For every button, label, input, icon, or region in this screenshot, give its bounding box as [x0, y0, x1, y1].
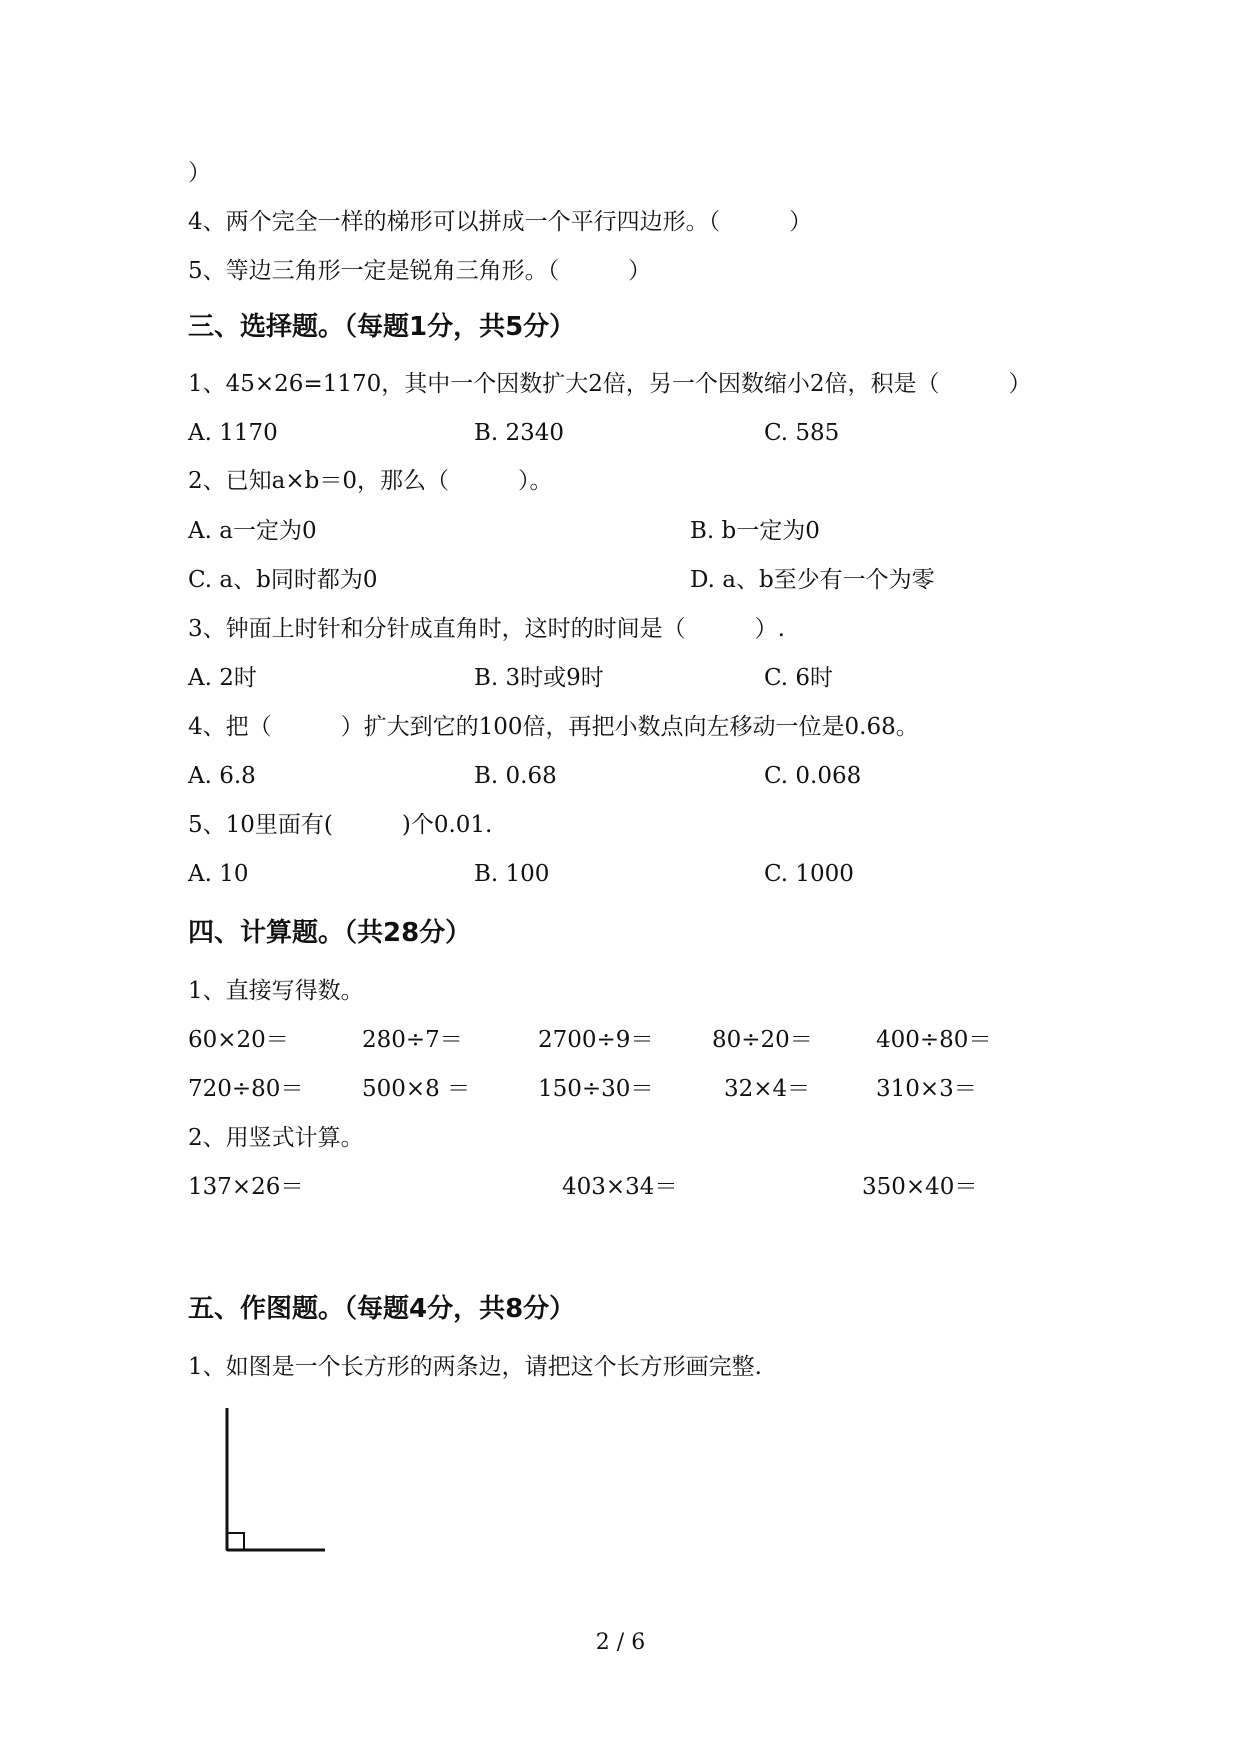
- calc-item: 80÷20＝: [712, 1027, 813, 1053]
- vertical-calc-item: 403×34＝: [562, 1174, 678, 1200]
- choice-1-option-a: A. 1170: [188, 420, 278, 446]
- calc-item: 310×3＝: [876, 1076, 977, 1102]
- choice-question-3: 3、钟面上时针和分针成直角时，这时的时间是（ ）.: [188, 616, 785, 642]
- section5-heading: 五、作图题。（每题4分，共8分）: [188, 1294, 576, 1324]
- rectangle-two-sides-figure: [220, 1400, 340, 1560]
- calc-q2-title: 2、用竖式计算。: [188, 1125, 364, 1151]
- calc-item: 2700÷9＝: [538, 1027, 654, 1053]
- calc-item: 280÷7＝: [362, 1027, 463, 1053]
- choice-2-option-c: C. a、b同时都为0: [188, 567, 378, 593]
- judge-item-5: 5、等边三角形一定是锐角三角形。（ ）: [188, 258, 652, 284]
- section4-heading: 四、计算题。（共28分）: [188, 918, 472, 948]
- calc-item: 720÷80＝: [188, 1076, 304, 1102]
- calc-q1-title: 1、直接写得数。: [188, 978, 364, 1004]
- vertical-calc-item: 137×26＝: [188, 1174, 304, 1200]
- choice-1-option-b: B. 2340: [474, 420, 565, 446]
- choice-question-5: 5、10里面有( )个0.01.: [188, 812, 493, 838]
- choice-4-option-b: B. 0.68: [474, 763, 557, 789]
- choice-question-1: 1、45×26=1170，其中一个因数扩大2倍，另一个因数缩小2倍，积是（ ）: [188, 371, 1032, 397]
- choice-question-2: 2、已知a×b＝0，那么（ ）。: [188, 468, 553, 494]
- vertical-calc-item: 350×40＝: [862, 1174, 978, 1200]
- page-number: 2 / 6: [595, 1630, 646, 1655]
- choice-5-option-c: C. 1000: [764, 861, 854, 887]
- right-angle-mark: [227, 1533, 244, 1550]
- calc-item: 400÷80＝: [876, 1027, 992, 1053]
- choice-2-option-d: D. a、b至少有一个为零: [690, 567, 935, 593]
- choice-5-option-b: B. 100: [474, 861, 550, 887]
- calc-item: 60×20＝: [188, 1027, 289, 1053]
- question-fragment: ）: [188, 160, 211, 186]
- choice-2-option-b: B. b一定为0: [690, 518, 820, 544]
- choice-question-4: 4、把（ ）扩大到它的100倍，再把小数点向左移动一位是0.68。: [188, 714, 919, 740]
- choice-4-option-c: C. 0.068: [764, 763, 862, 789]
- calc-item: 500×8 ＝: [362, 1076, 471, 1102]
- calc-item: 150÷30＝: [538, 1076, 654, 1102]
- choice-3-option-b: B. 3时或9时: [474, 665, 604, 691]
- choice-5-option-a: A. 10: [188, 861, 249, 887]
- choice-2-option-a: A. a一定为0: [188, 518, 317, 544]
- choice-3-option-a: A. 2时: [188, 665, 257, 691]
- judge-item-4: 4、两个完全一样的梯形可以拼成一个平行四边形。（ ）: [188, 209, 813, 235]
- choice-4-option-a: A. 6.8: [188, 763, 256, 789]
- calc-item: 32×4＝: [724, 1076, 811, 1102]
- choice-3-option-c: C. 6时: [764, 665, 834, 691]
- drawing-q1-title: 1、如图是一个长方形的两条边，请把这个长方形画完整.: [188, 1354, 762, 1380]
- choice-1-option-c: C. 585: [764, 420, 840, 446]
- section3-heading: 三、选择题。（每题1分，共5分）: [188, 312, 576, 342]
